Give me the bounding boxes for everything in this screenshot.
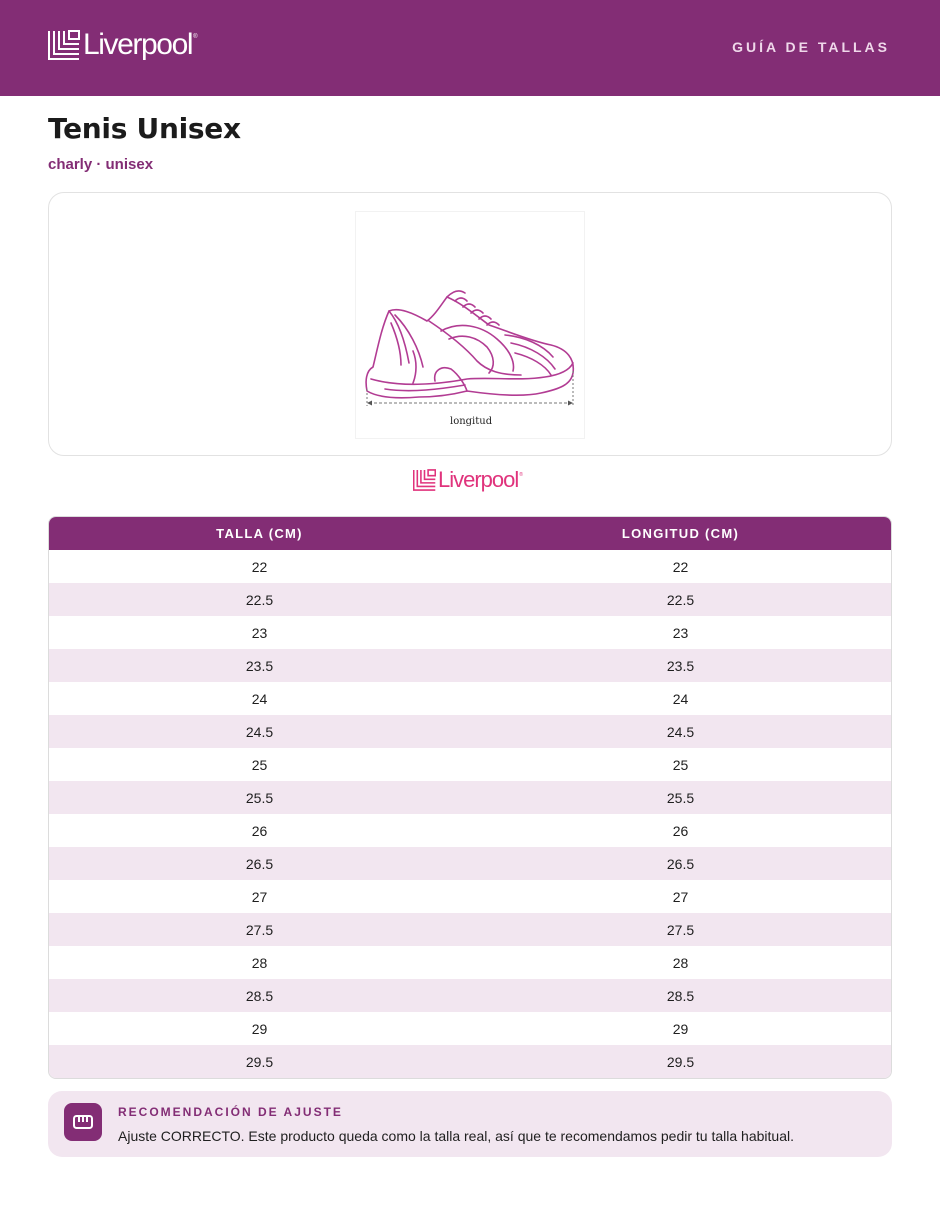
table-row — [49, 781, 891, 814]
length-cell: 25.5 — [470, 781, 891, 814]
size-guide-link[interactable]: GUÍA DE TALLAS — [732, 39, 890, 55]
length-cell: 23.5 — [470, 649, 891, 682]
table-row — [49, 814, 891, 847]
table-row — [49, 550, 891, 583]
size-cell: 24.5 — [49, 715, 470, 748]
size-table-container — [48, 516, 892, 1079]
top-header — [0, 0, 940, 96]
size-table — [49, 517, 891, 1078]
liverpool-logo[interactable] — [48, 30, 198, 60]
table-row — [49, 583, 891, 616]
liverpool-mark-icon — [48, 30, 80, 60]
table-row — [49, 715, 891, 748]
table-row — [49, 847, 891, 880]
size-cell: 22 — [251, 558, 268, 575]
size-cell: 28.5 — [49, 979, 470, 1012]
length-cell: 26.5 — [470, 847, 891, 880]
size-cell: 22.5 — [49, 583, 470, 616]
length-measure-label: longitud — [450, 416, 493, 427]
length-cell: 25 — [672, 756, 689, 773]
fit-recommendation — [48, 1091, 892, 1157]
length-cell: 23 — [672, 624, 689, 641]
size-cell: 23.5 — [49, 649, 470, 682]
liverpool-brand-logo — [413, 469, 523, 491]
recommendation-title: RECOMENDACIÓN DE AJUSTE — [118, 1105, 343, 1119]
sneaker-outline-icon — [355, 211, 585, 439]
length-cell: 22.5 — [470, 583, 891, 616]
size-cell: 25.5 — [49, 781, 470, 814]
size-cell: 29.5 — [49, 1045, 470, 1078]
length-cell: 28 — [672, 954, 689, 971]
size-cell: 25 — [251, 756, 268, 773]
ruler-icon — [64, 1103, 102, 1141]
length-cell: 28.5 — [470, 979, 891, 1012]
brand-wordmark: Liverpool — [438, 467, 519, 492]
table-row — [49, 616, 891, 649]
size-cell: 28 — [251, 954, 268, 971]
table-row — [49, 979, 891, 1012]
table-header-row — [49, 517, 891, 550]
table-row — [49, 649, 891, 682]
length-cell: 26 — [672, 822, 689, 839]
size-cell: 29 — [251, 1020, 268, 1037]
shoe-illustration — [355, 211, 585, 439]
length-cell: 29 — [672, 1020, 689, 1037]
brand-wordmark: Liverpool — [83, 28, 193, 61]
size-cell: 26 — [251, 822, 268, 839]
trademark: ® — [193, 34, 198, 40]
liverpool-mark-icon — [413, 469, 436, 491]
table-row — [49, 748, 891, 781]
size-cell: 27 — [251, 888, 268, 905]
table-row — [49, 913, 891, 946]
column-header-size: TALLA (CM) — [49, 517, 470, 550]
recommendation-text: Ajuste CORRECTO. Este producto queda como la talla real, así que te recomendamos pedir tu talla habitual. — [118, 1128, 794, 1144]
size-table-body — [49, 550, 891, 1078]
brand-gender-subtitle: charly · unisex — [48, 156, 154, 173]
size-guide-image-card — [48, 192, 892, 456]
table-row — [49, 1045, 891, 1078]
table-row — [49, 1012, 891, 1045]
length-cell: 27 — [672, 888, 689, 905]
size-cell: 26.5 — [49, 847, 470, 880]
length-cell: 29.5 — [470, 1045, 891, 1078]
size-cell: 24 — [251, 690, 268, 707]
size-cell: 23 — [251, 624, 268, 641]
trademark: ® — [519, 472, 523, 478]
table-row — [49, 946, 891, 979]
column-header-length: LONGITUD (CM) — [470, 517, 891, 550]
table-row — [49, 682, 891, 715]
length-cell: 22 — [672, 558, 689, 575]
length-cell: 24.5 — [470, 715, 891, 748]
table-row — [49, 880, 891, 913]
length-cell: 27.5 — [470, 913, 891, 946]
size-cell: 27.5 — [49, 913, 470, 946]
length-cell: 24 — [672, 690, 689, 707]
page-title: Tenis Unisex — [48, 112, 241, 145]
